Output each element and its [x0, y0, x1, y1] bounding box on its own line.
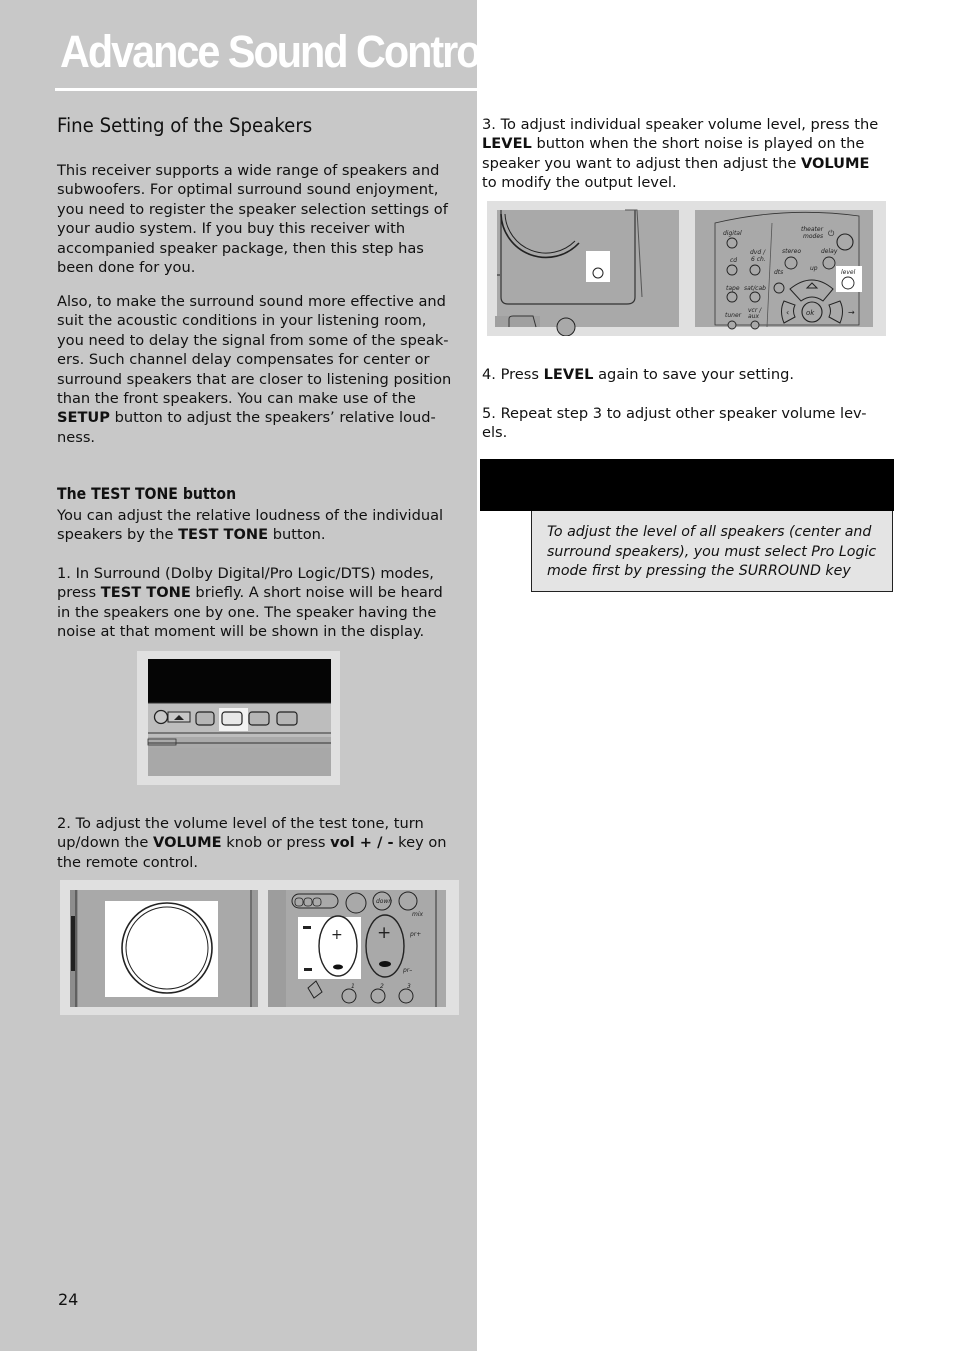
remote-label-pr-plus: pr+	[410, 931, 422, 938]
svg-text:‹: ‹	[786, 308, 790, 317]
note-box	[531, 511, 893, 592]
section-heading: Fine Setting of the Speakers	[57, 114, 313, 137]
vol-key-keyword: vol + / -	[330, 834, 394, 852]
test-tone-keyword: TEST TONE	[100, 584, 191, 602]
text-line: To adjust the level of all speakers (center and	[547, 524, 872, 540]
text-line: surround speakers), you must select Pro Logic	[547, 543, 877, 560]
title-rule	[55, 88, 477, 91]
step-1-text	[57, 564, 469, 642]
text-line: accompanied speaker package, then this step has	[57, 239, 424, 257]
text-line: than the front speakers. You can make use of the	[57, 390, 416, 408]
step-5-text	[482, 404, 897, 443]
remote-label-cd: cd	[730, 257, 738, 264]
receiver-front-panel-figure	[137, 651, 340, 785]
text-line: up/down the VOLUME knob or press vol + / - key on	[57, 834, 447, 852]
remote-label-modes: modes	[803, 233, 824, 240]
remote-label-theater: theater	[801, 226, 824, 233]
remote-key-3: 3	[407, 983, 411, 990]
text-line: 4. Press LEVEL again to save your setting.	[482, 366, 794, 383]
text-line: 2. To adjust the volume level of the test tone, turn	[57, 815, 424, 832]
remote-label-6ch: 6 ch.	[751, 256, 766, 263]
text-line: 1. In Surround (Dolby Digital/Pro Logic/DTS) modes,	[57, 565, 434, 582]
text-line: noise at that moment will be shown in the display.	[57, 623, 425, 641]
text-line: els.	[482, 424, 508, 442]
level-keyword: LEVEL	[543, 366, 594, 383]
remote-label-ok: ok	[806, 309, 815, 317]
remote-label-dvd: dvd /	[750, 249, 766, 256]
text-line: SETUP button to adjust the speakers’ relative loud-	[57, 409, 436, 427]
text-line: surround speakers that are closer to listening position	[57, 370, 452, 388]
remote-label-tape: tape	[726, 285, 740, 292]
page-number: 24	[58, 1290, 79, 1309]
text-line: LEVEL button when the short noise is played on the	[482, 135, 865, 153]
text-line: press TEST TONE briefly. A short noise will be heard	[57, 584, 443, 602]
volume-controls-figure	[60, 880, 459, 1015]
level-controls-illustration	[487, 201, 886, 336]
text-line: speakers by the TEST TONE button.	[57, 526, 326, 544]
remote-label-digital: digital	[723, 230, 742, 237]
test-tone-intro	[57, 506, 469, 545]
level-keyword: LEVEL	[482, 135, 532, 153]
text-line: speaker you want to adjust then adjust the VOLUME	[482, 154, 870, 172]
remote-label-level: level	[841, 269, 856, 276]
remote-label-up: up	[810, 265, 818, 272]
text-line: This receiver supports a wide range of speakers and	[57, 162, 440, 179]
step-2-text	[57, 814, 469, 872]
test-tone-heading: The TEST TONE button	[57, 484, 237, 503]
text-line: 5. Repeat step 3 to adjust other speaker volume lev-	[482, 405, 867, 422]
remote-label-down: down	[376, 898, 393, 905]
note-text	[547, 523, 882, 582]
remote-label-dts: dts	[774, 269, 784, 276]
svg-text:+: +	[331, 927, 343, 943]
remote-label-tuner: tuner	[725, 312, 742, 319]
setup-keyword: SETUP	[57, 409, 110, 427]
remote-label-mix: mix	[412, 911, 424, 918]
text-line: ness.	[57, 428, 96, 446]
remote-key-2: 2	[380, 983, 384, 990]
text-line: in the speakers one by one. The speaker having the	[57, 603, 437, 621]
text-line: to modify the output level.	[482, 174, 677, 192]
remote-label-pr-minus: pr–	[403, 967, 413, 974]
text-line: mode first by pressing the SURROUND key	[547, 563, 851, 579]
volume-keyword: VOLUME	[153, 834, 222, 852]
svg-text:→: →	[848, 308, 855, 317]
text-line: been done for you.	[57, 259, 196, 277]
text-line: your audio system. If you buy this receiver with	[57, 220, 406, 238]
remote-label-aux: aux	[748, 313, 760, 320]
svg-text:⏻: ⏻	[828, 229, 835, 238]
remote-label-delay: delay	[821, 248, 838, 255]
page-title: Advance Sound Control	[60, 26, 490, 77]
text-line: the remote control.	[57, 853, 198, 871]
step-3-text	[482, 115, 897, 193]
volume-keyword: VOLUME	[800, 154, 870, 172]
text-line: You can adjust the relative loudness of the individual	[57, 507, 444, 524]
remote-label-satcab: sat/cab	[744, 285, 766, 292]
test-tone-keyword: TEST TONE	[178, 526, 269, 544]
text-line: you need to delay the signal from some of the speak-	[57, 331, 449, 349]
remote-key-1: 1	[351, 983, 355, 990]
svg-text:+: +	[377, 923, 392, 943]
volume-controls-illustration	[60, 880, 459, 1015]
text-line: Also, to make the surround sound more effective and	[57, 293, 446, 310]
text-line: suit the acoustic conditions in your listening room,	[57, 312, 427, 330]
text-line: 3. To adjust individual speaker volume level, press the	[482, 116, 879, 133]
step-4-text	[482, 365, 897, 384]
text-line: you need to register the speaker selection settings of	[57, 200, 448, 218]
note-header-bar	[480, 459, 894, 511]
intro-paragraph-2	[57, 292, 469, 447]
level-controls-figure	[487, 201, 886, 336]
intro-paragraph-1	[57, 161, 467, 277]
text-line: subwoofers. For optimal surround sound enjoyment,	[57, 181, 439, 199]
text-line: ers. Such channel delay compensates for center or	[57, 351, 430, 369]
remote-label-vcr: vcr /	[748, 307, 762, 314]
remote-label-stereo: stereo	[782, 248, 801, 255]
receiver-front-panel-illustration	[137, 651, 340, 785]
